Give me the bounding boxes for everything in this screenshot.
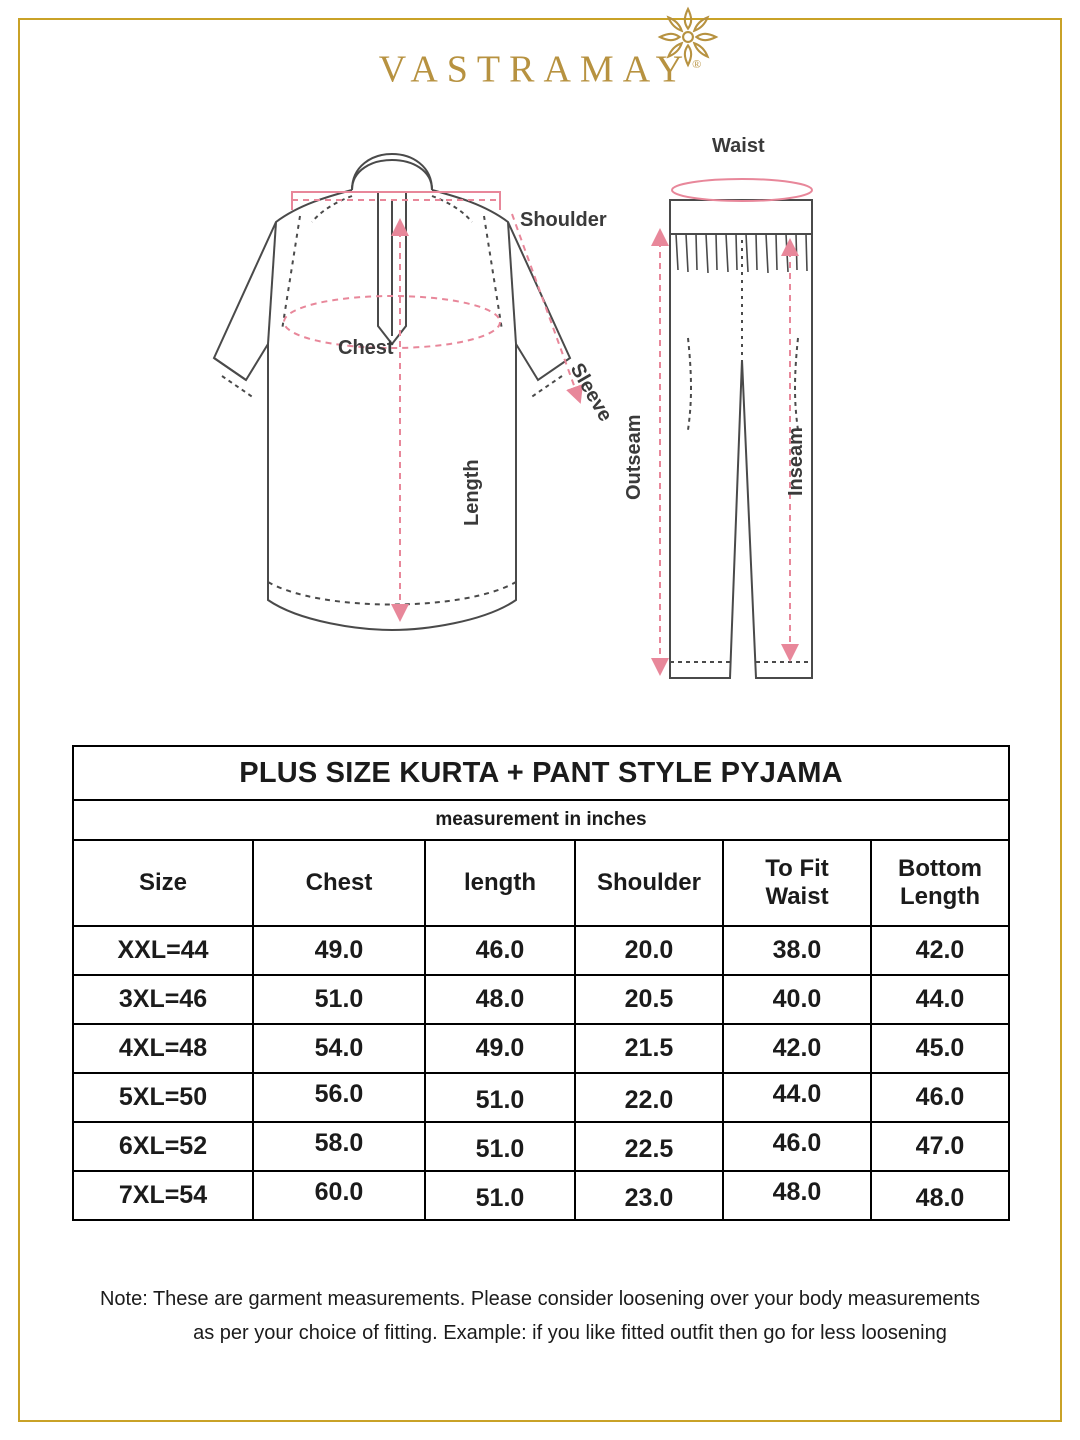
size-table: [72, 745, 1010, 1221]
table-subtitle: measurement in inches: [73, 800, 1009, 840]
cell-waist: 44.0: [723, 1070, 871, 1119]
cell-waist: 48.0: [723, 1168, 871, 1217]
cell-length: 48.0: [425, 975, 575, 1024]
table-title: PLUS SIZE KURTA + PANT STYLE PYJAMA: [73, 746, 1009, 800]
header-to-fit-waist: [723, 840, 871, 926]
label-chest: Chest: [338, 337, 394, 359]
cell-shoulder: 22.0: [575, 1076, 723, 1125]
cell-chest: 60.0: [253, 1168, 425, 1217]
cell-bottom: 48.0: [871, 1174, 1009, 1223]
cell-size: 7XL=54: [73, 1171, 253, 1220]
cell-shoulder: 22.5: [575, 1125, 723, 1174]
cell-shoulder: 23.0: [575, 1174, 723, 1223]
table-title-row: [73, 746, 1009, 800]
cell-waist: 42.0: [723, 1024, 871, 1073]
garment-illustration: [0, 130, 1080, 730]
cell-length: 51.0: [425, 1174, 575, 1223]
table-header-row: [73, 840, 1009, 926]
header-size: Size: [73, 840, 253, 926]
cell-bottom: 45.0: [871, 1024, 1009, 1073]
table-row: [73, 1073, 1009, 1122]
header-to-fit-waist-line2: Waist: [765, 883, 829, 910]
label-shoulder: Shoulder: [520, 209, 607, 231]
header-shoulder: Shoulder: [575, 840, 723, 926]
label-inseam: Inseam: [785, 427, 807, 496]
table-row: [73, 926, 1009, 975]
footer-note-line-1: Note: These are garment measurements. Please consider loosening over your body measurements: [99, 1288, 981, 1310]
cell-length: 51.0: [425, 1125, 575, 1174]
table-row: [73, 1024, 1009, 1073]
cell-size: XXL=44: [73, 926, 253, 975]
cell-shoulder: 20.5: [575, 975, 723, 1024]
cell-chest: 51.0: [253, 975, 425, 1024]
cell-bottom: 47.0: [871, 1122, 1009, 1171]
cell-bottom: 44.0: [871, 975, 1009, 1024]
cell-length: 51.0: [425, 1076, 575, 1125]
label-sleeve: Sleeve: [565, 359, 617, 426]
brand-lockup: [379, 40, 701, 94]
header-bottom-length: [871, 840, 1009, 926]
cell-bottom: 42.0: [871, 926, 1009, 975]
brand-header: [0, 40, 1080, 130]
footer-note-line-2: as per your choice of fitting. Example: if you like fitted outfit then go for less loosening: [193, 1322, 947, 1344]
cell-size: 6XL=52: [73, 1122, 253, 1171]
cell-length: 46.0: [425, 926, 575, 975]
header-length: length: [425, 840, 575, 926]
table-row: [73, 1122, 1009, 1171]
garment-illustration-svg: [0, 130, 1080, 730]
cell-waist: 40.0: [723, 975, 871, 1024]
brand-registered-mark: ®: [692, 57, 702, 71]
footer-note: [50, 1282, 1030, 1350]
cell-size: 3XL=46: [73, 975, 253, 1024]
cell-shoulder: 20.0: [575, 926, 723, 975]
label-length: Length: [461, 459, 483, 526]
cell-shoulder: 21.5: [575, 1024, 723, 1073]
cell-size: 4XL=48: [73, 1024, 253, 1073]
cell-chest: 58.0: [253, 1119, 425, 1168]
table-subtitle-row: [73, 800, 1009, 840]
cell-bottom: 46.0: [871, 1073, 1009, 1122]
table-row: [73, 1171, 1009, 1220]
cell-waist: 46.0: [723, 1119, 871, 1168]
cell-chest: 56.0: [253, 1070, 425, 1119]
floral-star-ornament-icon: [653, 2, 723, 72]
cell-size: 5XL=50: [73, 1073, 253, 1122]
label-waist: Waist: [712, 135, 765, 157]
brand-name-text: VASTRAMAY: [378, 48, 693, 91]
label-outseam: Outseam: [623, 414, 645, 500]
cell-chest: 49.0: [253, 926, 425, 975]
size-table-wrap: [72, 745, 1008, 1221]
cell-chest: 54.0: [253, 1024, 425, 1073]
cell-waist: 38.0: [723, 926, 871, 975]
header-to-fit-waist-line1: To Fit: [765, 855, 829, 883]
table-row: [73, 975, 1009, 1024]
cell-length: 49.0: [425, 1024, 575, 1073]
header-bottom-length-line2: Length: [900, 883, 980, 910]
kurta-measurement-guides: [284, 192, 580, 620]
header-bottom-length-line1: Bottom: [898, 855, 982, 883]
header-chest: Chest: [253, 840, 425, 926]
